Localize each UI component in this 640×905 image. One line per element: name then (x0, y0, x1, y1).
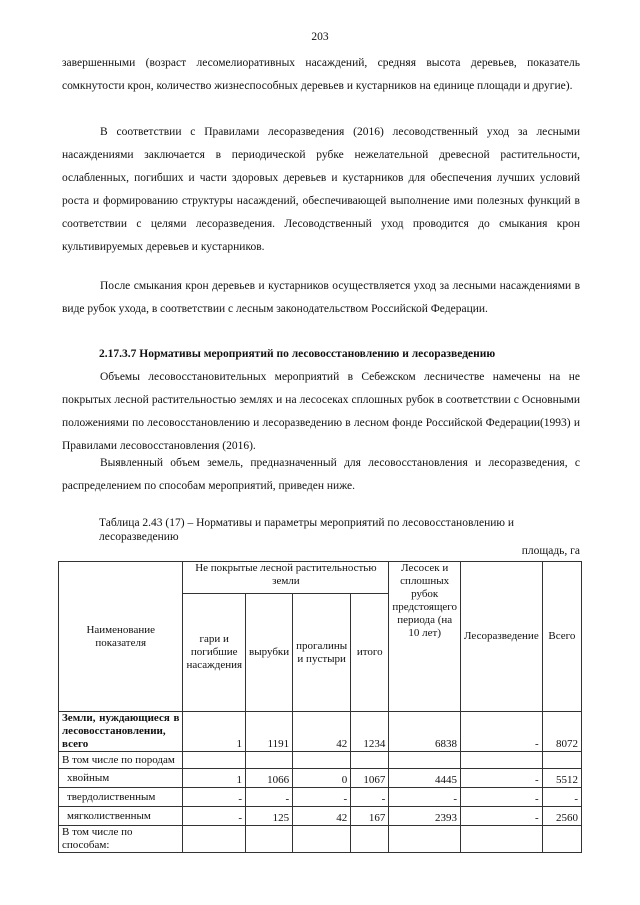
cell: 42 (293, 807, 351, 826)
table-row (59, 769, 582, 788)
paragraph-5: Выявленный объем земель, предназначенный для лесовосстановления и лесоразведения, с распределением по способам мероприятий, приведен ниже. (62, 457, 580, 492)
row-label: мягколиственным (59, 807, 183, 826)
table-row (59, 826, 582, 853)
cell (183, 826, 246, 853)
cell: 6838 (389, 712, 461, 752)
header-glades: прогалины и пустыри (293, 594, 351, 712)
cell: 2393 (389, 807, 461, 826)
header-burnt: гари и погибшие насаждения (183, 594, 246, 712)
cell (246, 826, 293, 853)
cell: 42 (293, 712, 351, 752)
cell (293, 826, 351, 853)
cell (389, 826, 461, 853)
table-row (59, 807, 582, 826)
cell: 5512 (542, 769, 581, 788)
cell (351, 752, 389, 769)
cell: - (293, 788, 351, 807)
row-label: Земли, нуждающиеся в лесовосстановлении, всего (59, 712, 183, 752)
row-label: твердолиственным (59, 788, 183, 807)
table-unit: площадь, га (521, 545, 580, 557)
cell (293, 752, 351, 769)
header-group-total: итого (351, 594, 389, 712)
header-total: Всего (542, 562, 581, 712)
table-caption: Таблица 2.43 (17) – Нормативы и параметры мероприятий по лесовосстановлению и лесоразведению (99, 517, 515, 543)
cell: 2560 (542, 807, 581, 826)
cell: 1234 (351, 712, 389, 752)
table-row (59, 712, 582, 752)
cell (542, 752, 581, 769)
section-heading: 2.17.3.7 Нормативы мероприятий по лесовосстановлению и лесоразведению (99, 348, 496, 360)
cell: 1066 (246, 769, 293, 788)
cell: - (461, 712, 543, 752)
cell: 1191 (246, 712, 293, 752)
cell (246, 752, 293, 769)
cell: 1067 (351, 769, 389, 788)
cell: 167 (351, 807, 389, 826)
cell (461, 826, 543, 853)
paragraph-2: В соответствии с Правилами лесоразведения (2016) лесоводственный уход за лесными насаждениями заключается в периодической рубке нежелательной древесной растительности, ослабленных, погибших и части здоровых деревьев и кустарников для обеспечения лучших условий роста и формированию структуры насаждений, обеспечивающей выполнение ими полезных функций в соответствии с целями лесоразведения. Лесоводственный уход проводится до смыкания крон культивируемых деревьев и кустарников. (62, 126, 580, 253)
cell: 0 (293, 769, 351, 788)
cell: - (461, 788, 543, 807)
cell: 1 (183, 769, 246, 788)
cell: - (389, 788, 461, 807)
cell: 125 (246, 807, 293, 826)
header-unforested-group: Не покрытые лесной растительностью земли (183, 562, 389, 594)
header-name: Наименование показателя (59, 562, 183, 712)
cell (351, 826, 389, 853)
cell: 1 (183, 712, 246, 752)
table-row (59, 752, 582, 769)
paragraph-1: завершенными (возраст лесомелиоративных насаждений, средняя высота деревьев, показатель сомкнутости крон, количество жизнеспособных деревьев и кустарников на единице площади и другие). (62, 57, 580, 92)
page-number: 203 (311, 31, 329, 43)
header-cutting-areas: Лесосек и сплошных рубок предстоящего периода (на 10 лет) (389, 562, 461, 712)
cell: - (183, 788, 246, 807)
measures-table (58, 561, 582, 853)
cell (389, 752, 461, 769)
table-row (59, 788, 582, 807)
cell: - (246, 788, 293, 807)
cell: - (461, 807, 543, 826)
paragraph-3: После смыкания крон деревьев и кустарников осуществляется уход за лесными насаждениями в виде рубок ухода, в соответствии с лесным законодательством Российской Федерации. (62, 280, 580, 315)
cell (542, 826, 581, 853)
cell: - (351, 788, 389, 807)
cell: - (461, 769, 543, 788)
row-label: В том числе по способам: (59, 826, 183, 853)
header-clearings: вырубки (246, 594, 293, 712)
paragraph-4: Объемы лесовосстановительных мероприятий в Себежском лесничестве намечены на не покрытых лесной растительностью землях и на лесосеках сплошных рубок в соответствии с Основными положениями по лесовосстановлению и лесоразведению в лесном фонде Российской Федерации(1993) и Правилами лесовосстановления (2016). (62, 371, 580, 452)
cell: 8072 (542, 712, 581, 752)
row-label: хвойным (59, 769, 183, 788)
header-afforestation: Лесоразведение (461, 562, 543, 712)
row-label: В том числе по породам (59, 752, 183, 769)
cell (461, 752, 543, 769)
cell: - (542, 788, 581, 807)
cell: 4445 (389, 769, 461, 788)
cell: - (183, 807, 246, 826)
cell (183, 752, 246, 769)
